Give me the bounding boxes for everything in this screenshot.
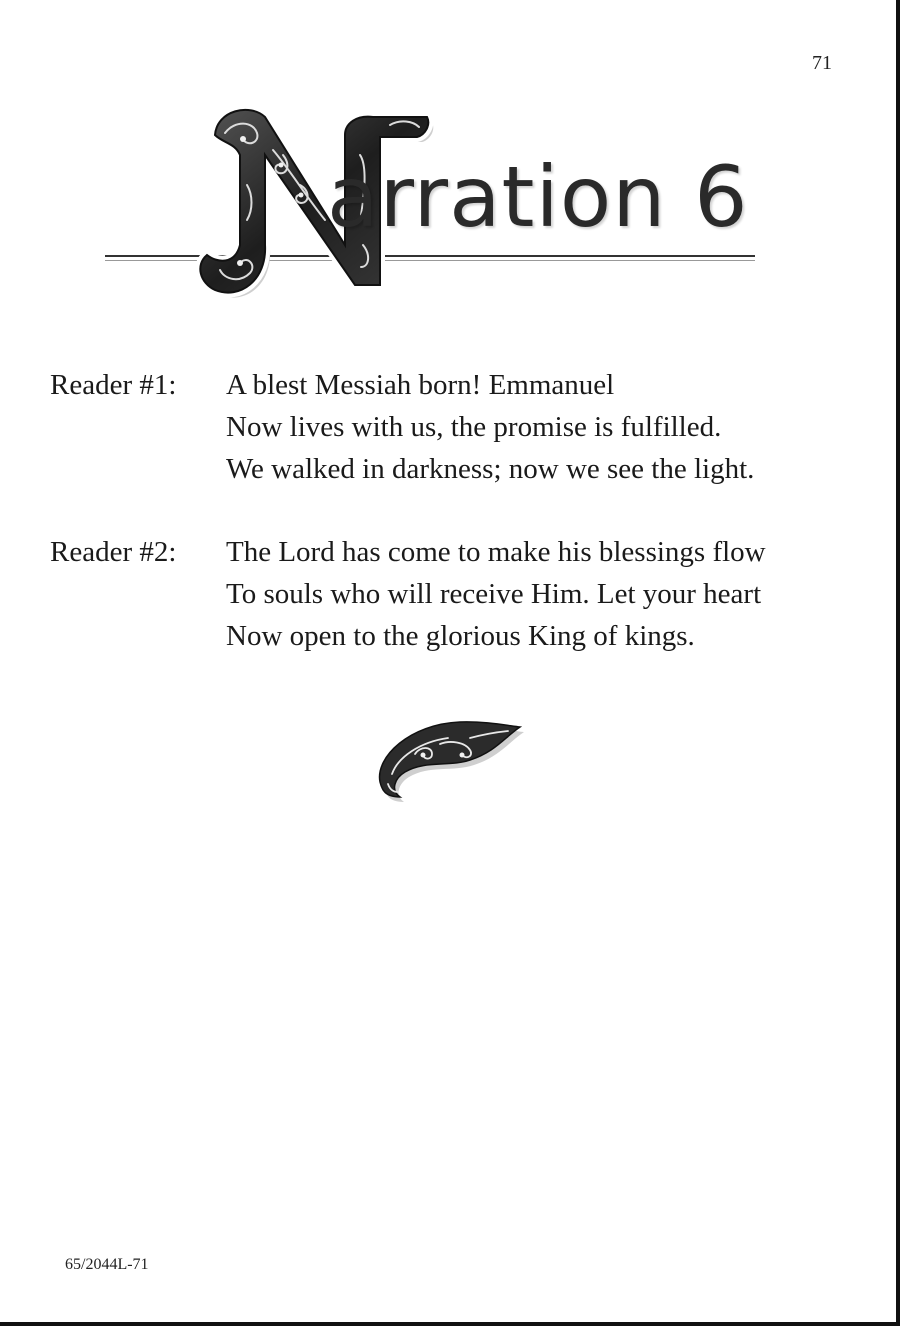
chapter-title — [105, 95, 760, 310]
reading-line: We walked in darkness; now we see the light. — [226, 453, 755, 485]
reading-line: Now lives with us, the promise is fulfilled. — [226, 411, 722, 443]
reading-line: A blest Messiah born! Emmanuel — [226, 369, 615, 401]
chapter-title-text: arration 6 — [327, 148, 749, 246]
reading-line: Now open to the glorious King of kings. — [226, 620, 695, 652]
reading-lines — [226, 364, 856, 490]
page-number: 71 — [812, 52, 832, 74]
reading-line: The Lord has come to make his blessings flow — [226, 536, 766, 568]
flourish-ornament-icon — [370, 712, 530, 807]
footer-code: 65/2044L-71 — [65, 1256, 149, 1273]
reader-label: Reader #1: — [50, 369, 177, 401]
reader-label: Reader #2: — [50, 536, 177, 568]
reading-lines — [226, 531, 856, 657]
reading-line: To souls who will receive Him. Let your heart — [226, 578, 762, 610]
